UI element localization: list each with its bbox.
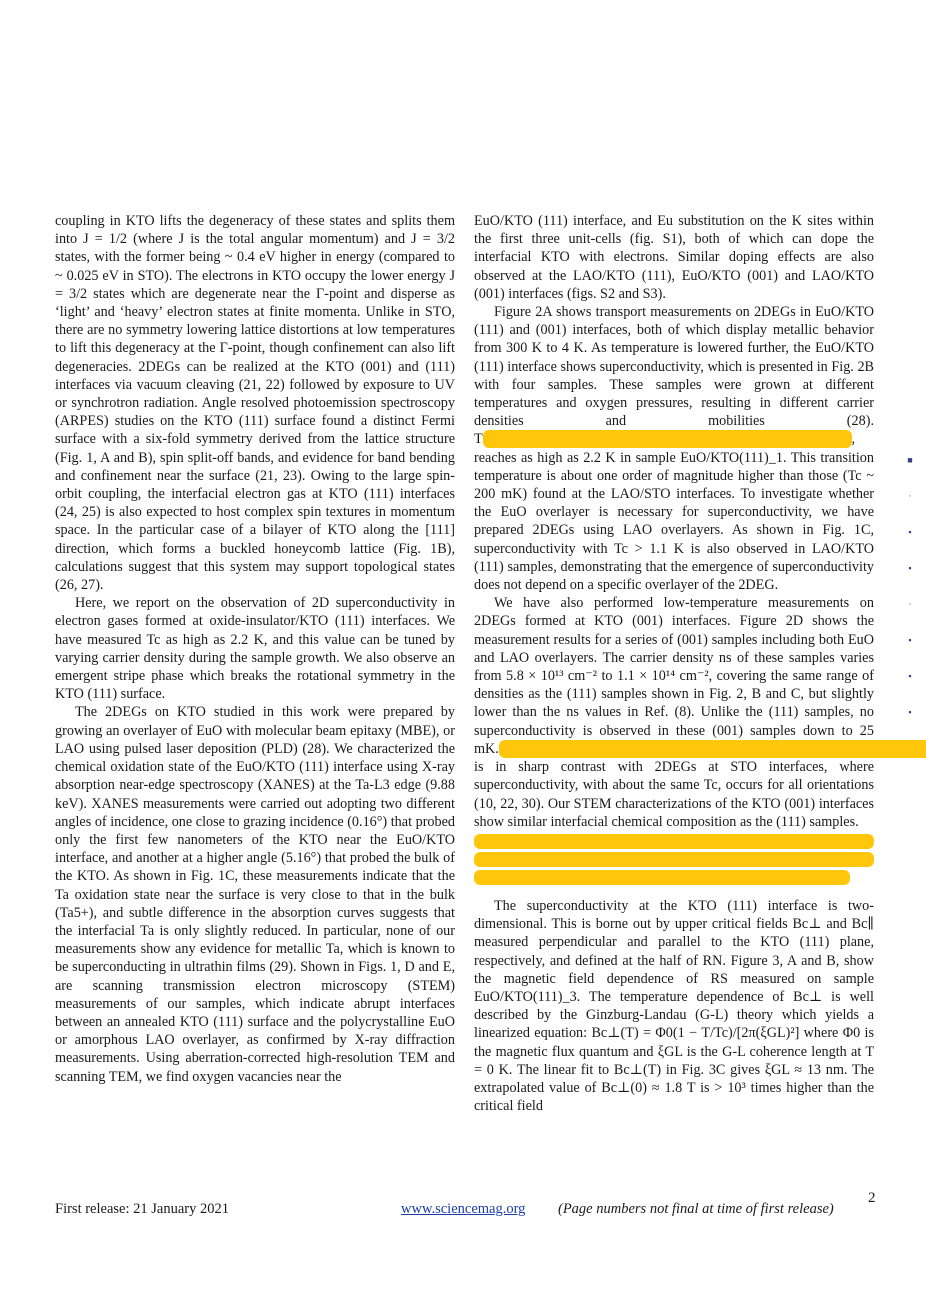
margin-mark-icon: · bbox=[908, 599, 912, 609]
margin-mark-icon: ▪ bbox=[908, 671, 912, 681]
page-number-note: (Page numbers not final at time of first release) bbox=[558, 1201, 834, 1217]
interfaces-text-b: is in sharp contrast with 2DEGs at STO interfaces, where superconductivity, with about the same Tc, occurs for all orientations (10, 22, 30). Our STEM characterizations of the KTO (001) interfaces show similar interfacial chemical composition as the (111) samples. bbox=[474, 759, 874, 830]
page-number: 2 bbox=[868, 1190, 876, 1206]
margin-mark-icon: ▪ bbox=[908, 527, 912, 537]
paragraph-intro-continued: coupling in KTO lifts the degeneracy of these states and splits them into J = 1/2 (where J is the total angular momentum) and J = 3/2 states, with the former being ~ 0.4 eV higher in energy (compared to ~ 0.025 eV in STO). The electrons in KTO occupy the lower energy J = 3/2 states which are degenerate near the Γ-point and disperse as ‘light’ and ‘heavy’ electron states at finite momenta. Unlike in STO, there are no symmetry lowering lattice distortions at low temperatures to lift this degeneracy at the Γ-point, though confinement can also lift degeneracies. 2DEGs can be realized at the KTO (001) and (111) interfaces via vacuum cleaving (21, 22) followed by exposure to UV or synchrotron radiation. Angle resolved photoemission spectroscopy (ARPES) studies on the KTO (111) surface found a distinct Fermi surface with a six-fold symmetry derived from the lattice structure (Fig. 1, A and B), spin split-off bands, and evidence for band bending and confinement near the surface (21, 23). Owing to the large spin-orbit coupling, the interfacial electron gas at KTO (111) interfaces (24, 25) is also expected to host complex spin textures in momentum space. In the particular case of a bilayer of KTO along the [111] direction, which forms a buckled honeycomb lattice (Fig. 1B), calculations suggest that this system may support topological states (26, 27). bbox=[55, 213, 455, 594]
highlight-annotation[interactable] bbox=[483, 430, 852, 448]
margin-mark-icon: ■ bbox=[907, 455, 913, 465]
paragraph-2d-superconductivity: The superconductivity at the KTO (111) interface is two-dimensional. This is borne out by upper critical fields Bc⊥ and Bc∥ measured perpendicular and parallel to the KTO (111) plane, respectively, and defined at the half of RN. Figure 3, A and B, show the magnetic field dependence of RS measured on sample EuO/KTO(111)_3. The temperature dependence of Bc⊥ is well described by the Ginzburg-Landau (G-L) theory which yields a linearized equation: Bc⊥(T) = Φ0(1 − T/Tc)/[2π(ξGL)²] where Φ0 is the magnetic flux quantum and ξGL is the G-L coherence length at T = 0 K. The linear fit to Bc⊥(T) in Fig. 3C gives ξGL ≈ 13 nm. The extrapolated value of Bc⊥(0) ≈ 1.8 T is > 10³ times higher than the critical field bbox=[474, 897, 874, 1115]
margin-annotations bbox=[900, 455, 920, 743]
right-column bbox=[474, 212, 874, 1115]
highlight-annotation[interactable] bbox=[499, 740, 926, 758]
paragraph-001-interfaces bbox=[474, 594, 874, 831]
margin-mark-icon: ▪ bbox=[908, 707, 912, 717]
highlight-block[interactable] bbox=[474, 870, 850, 885]
paragraph-here-we-report: Here, we report on the observation of 2D superconductivity in electron gases formed at oxide-insulator/KTO (111) interfaces. We have measured Tc as high as 2.2 K, and this value can be tuned by varying carrier density during the sample growth. We also observe an emergent stripe phase which breaks the rotational symmetry in the KTO (111) surface. bbox=[55, 595, 455, 703]
interfaces-text-a: We have also performed low-temperature measurements on 2DEGs formed at KTO (001) interfaces. Figure 2D shows the measurement results for a series of (001) samples including both EuO and LAO overlayers. The carrier density ns of these samples varies from 5.8 × 10¹³ cm⁻² to 1.1 × 10¹⁴ cm⁻², covering the same range of densities as the (111) samples shown in Fig. 2, B and C, but slightly lower than the ns values in Ref. (8). Unlike the (111) samples, no superconductivity is observed in these (001) samples down to 25 mK. bbox=[474, 595, 874, 757]
highlight-block[interactable] bbox=[474, 852, 874, 867]
paragraph-transport bbox=[474, 303, 874, 594]
paragraph-doping: EuO/KTO (111) interface, and Eu substitution on the K sites within the first three unit-cells (fig. S1), both of which can dope the interfacial KTO with electrons. Similar doping effects are also observed at the LAO/KTO (111), EuO/KTO (001) and LAO/KTO (001) interfaces (figs. S2 and S3). bbox=[474, 213, 874, 302]
margin-mark-icon: ▪ bbox=[908, 635, 912, 645]
transport-text-b: , reaches as high as 2.2 K in sample EuO/KTO(111)_1. This transition temperature is about one order of magnitude higher than those (Tc ~ 200 mK) found at the LAO/STO interfaces. To investigate whether the EuO overlayer is necessary for superconductivity, we have prepared 2DEGs using LAO overlayers. As shown in Fig. 1C, superconductivity with Tc > 1.1 K is also observed in LAO/KTO (111) samples, demonstrating that the emergence of superconductivity does not depend on a specific overlayer of the 2DEG. bbox=[474, 431, 874, 594]
journal-link[interactable]: www.sciencemag.org bbox=[401, 1201, 526, 1217]
release-date: First release: 21 January 2021 bbox=[55, 1201, 229, 1217]
paragraph-sample-preparation: The 2DEGs on KTO studied in this work were prepared by growing an overlayer of EuO with molecular beam epitaxy (MBE), or LAO using pulsed laser deposition (PLD) (28). We characterized the chemical oxidation state of the EuO/KTO (111) interface using X-ray absorption near-edge spectroscopy (XANES) at the Ta-L3 edge (9.88 keV). XANES measurements were carried out adopting two different angles of incidence, one close to grazing incidence (0.16°) that probed only the first few nanometers of the KTO near the EuO/KTO interface, and another at a higher angle (5.16°) that probed the bulk of the KTO. As shown in Fig. 1C, these measurements indicate that the Ta oxidation state near the surface is very close to that in the bulk (Ta5+), and subtle difference in the absorption curves suggests that the interfacial Ta is only slightly reduced. In particular, none of our measurements show any evidence for metallic Ta, which is known to be superconducting in ultrathin films (29). Shown in Figs. 1, D and E, are scanning transmission electron microscopy (STEM) measurements of our samples, which indicate abrupt interfaces between an annealed KTO (111) surface and the polycrystalline EuO or amorphous LAO overlayer, as confirmed by X-ray diffraction measurements. Using aberration-corrected high-resolution TEM and scanning TEM, we find oxygen vacancies near the bbox=[55, 704, 455, 1085]
transport-text-a: Figure 2A shows transport measurements on 2DEGs in EuO/KTO (111) and (001) interfaces, both of which display metallic behavior from 300 K to 4 K. As temperature is lowered further, the EuO/KTO (111) interface shows superconductivity, which is presented in Fig. 2B with four samples. These samples were grown at different temperatures and oxygen pressures, resulting in different carrier densities and mobilities (28). T bbox=[474, 304, 874, 448]
highlight-block[interactable] bbox=[474, 834, 874, 849]
margin-mark-icon: · bbox=[908, 491, 912, 501]
left-column bbox=[55, 212, 455, 1086]
margin-mark-icon: ▪ bbox=[908, 563, 912, 573]
